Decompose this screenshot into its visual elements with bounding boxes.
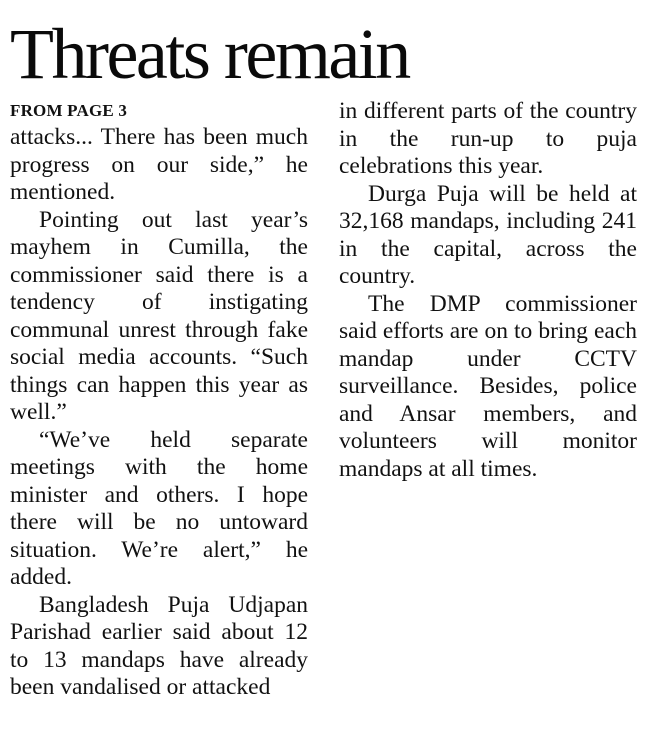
paragraph: Bangladesh Puja Udjapan Parishad earlier said about 12 to 13 mandaps have already been vandalised or attacked bbox=[10, 591, 308, 700]
article-column-right bbox=[339, 98, 637, 483]
article-column-left bbox=[10, 98, 308, 702]
paragraph: Pointing out last year’s mayhem in Cumilla, the commissioner said there is a tendency of instigating communal unrest through fake social media accounts. “Such things can happen this year as well.” bbox=[10, 206, 308, 425]
paragraph-continued: attacks... There has been much progress on our side,” he mentioned. bbox=[10, 124, 308, 205]
paragraph: The DMP commissioner said efforts are on to bring each mandap under CCTV surveillance. Besides, police and Ansar members, and volunteers will monitor mandaps at all times. bbox=[339, 290, 637, 482]
headline: Threats remain bbox=[10, 14, 409, 94]
paragraph: Durga Puja will be held at 32,168 mandaps, including 241 in the capital, across the country. bbox=[339, 180, 637, 289]
jump-line-kicker: FROM PAGE 3 bbox=[10, 101, 128, 120]
paragraph-continued: in different parts of the country in the run-up to puja celebrations this year. bbox=[339, 98, 637, 179]
paragraph: “We’ve held separate meetings with the home minister and others. I hope there will be no untoward situation. We’re alert,” he added. bbox=[10, 426, 308, 590]
